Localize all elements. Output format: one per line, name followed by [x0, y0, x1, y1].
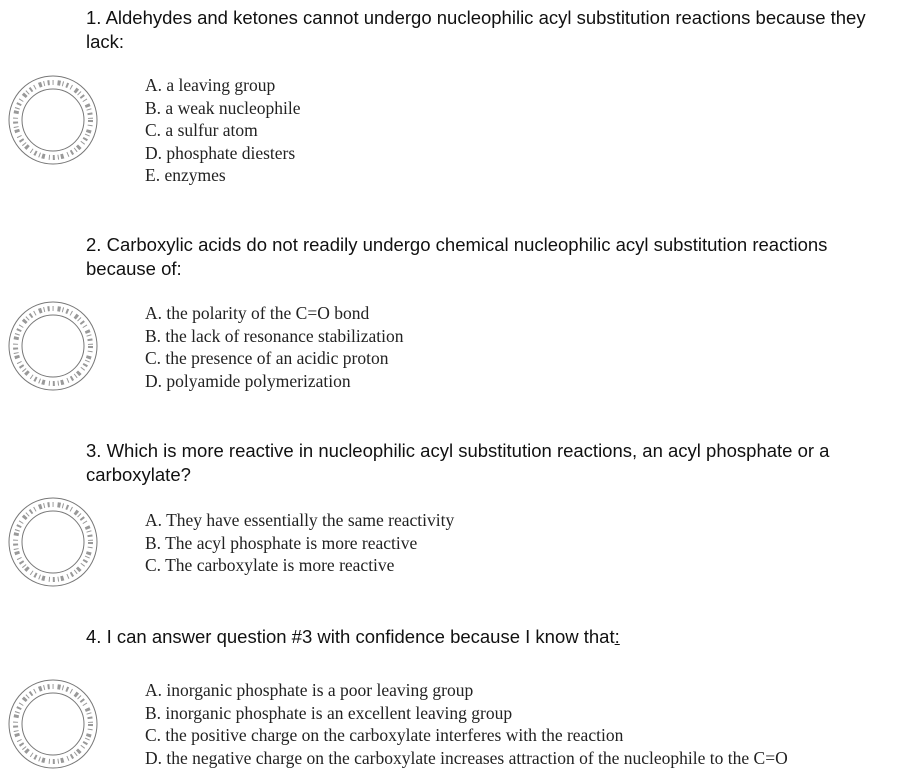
ring-decoration-icon	[5, 494, 101, 590]
option-a[interactable]: A. the polarity of the C=O bond	[145, 303, 370, 323]
question-2-text: Carboxylic acids do not readily undergo chemical nucleophilic acyl substitution reactions because of:	[86, 234, 828, 279]
question-4-number: 4.	[86, 626, 102, 647]
option-d[interactable]: D. the negative charge on the carboxylate increases attraction of the nucleophile to the C=O	[145, 747, 788, 768]
option-b[interactable]: B. inorganic phosphate is an excellent leaving group	[145, 702, 513, 723]
question-4-colon: :	[614, 626, 620, 647]
question-3-options	[145, 509, 895, 577]
question-1-text: Aldehydes and ketones cannot undergo nucleophilic acyl substitution reactions because they lack:	[86, 7, 866, 52]
question-4-text: I can answer question #3 with confidence because I know that	[106, 626, 615, 647]
option-e[interactable]: E. enzymes	[145, 165, 226, 185]
question-4	[86, 625, 886, 649]
ring-decoration-icon	[5, 72, 101, 168]
option-d[interactable]: D. polyamide polymerization	[145, 370, 351, 391]
option-b[interactable]: B. a weak nucleophile	[145, 97, 301, 118]
ring-decoration-icon	[5, 298, 101, 394]
question-3	[86, 439, 886, 487]
option-c[interactable]: C. the presence of an acidic proton	[145, 348, 389, 368]
question-1-number: 1.	[86, 7, 102, 28]
option-a[interactable]: A. inorganic phosphate is a poor leaving group	[145, 680, 474, 700]
question-2-options	[145, 302, 895, 392]
option-a[interactable]: A. They have essentially the same reactivity	[145, 510, 455, 530]
option-c[interactable]: C. a sulfur atom	[145, 120, 258, 140]
option-d[interactable]: D. phosphate diesters	[145, 142, 296, 163]
option-b[interactable]: B. the lack of resonance stabilization	[145, 325, 404, 346]
question-4-options	[145, 679, 895, 769]
option-a[interactable]: A. a leaving group	[145, 75, 276, 95]
question-1	[86, 6, 886, 54]
ring-decoration-icon	[5, 676, 101, 772]
question-3-number: 3.	[86, 440, 102, 461]
option-c[interactable]: C. the positive charge on the carboxylate interferes with the reaction	[145, 725, 624, 745]
question-1-options	[145, 74, 895, 187]
option-c[interactable]: C. The carboxylate is more reactive	[145, 555, 395, 575]
question-2-number: 2.	[86, 234, 102, 255]
question-2	[86, 233, 886, 281]
option-b[interactable]: B. The acyl phosphate is more reactive	[145, 532, 418, 553]
question-3-text: Which is more reactive in nucleophilic acyl substitution reactions, an acyl phosphate or a carboxylate?	[86, 440, 830, 485]
